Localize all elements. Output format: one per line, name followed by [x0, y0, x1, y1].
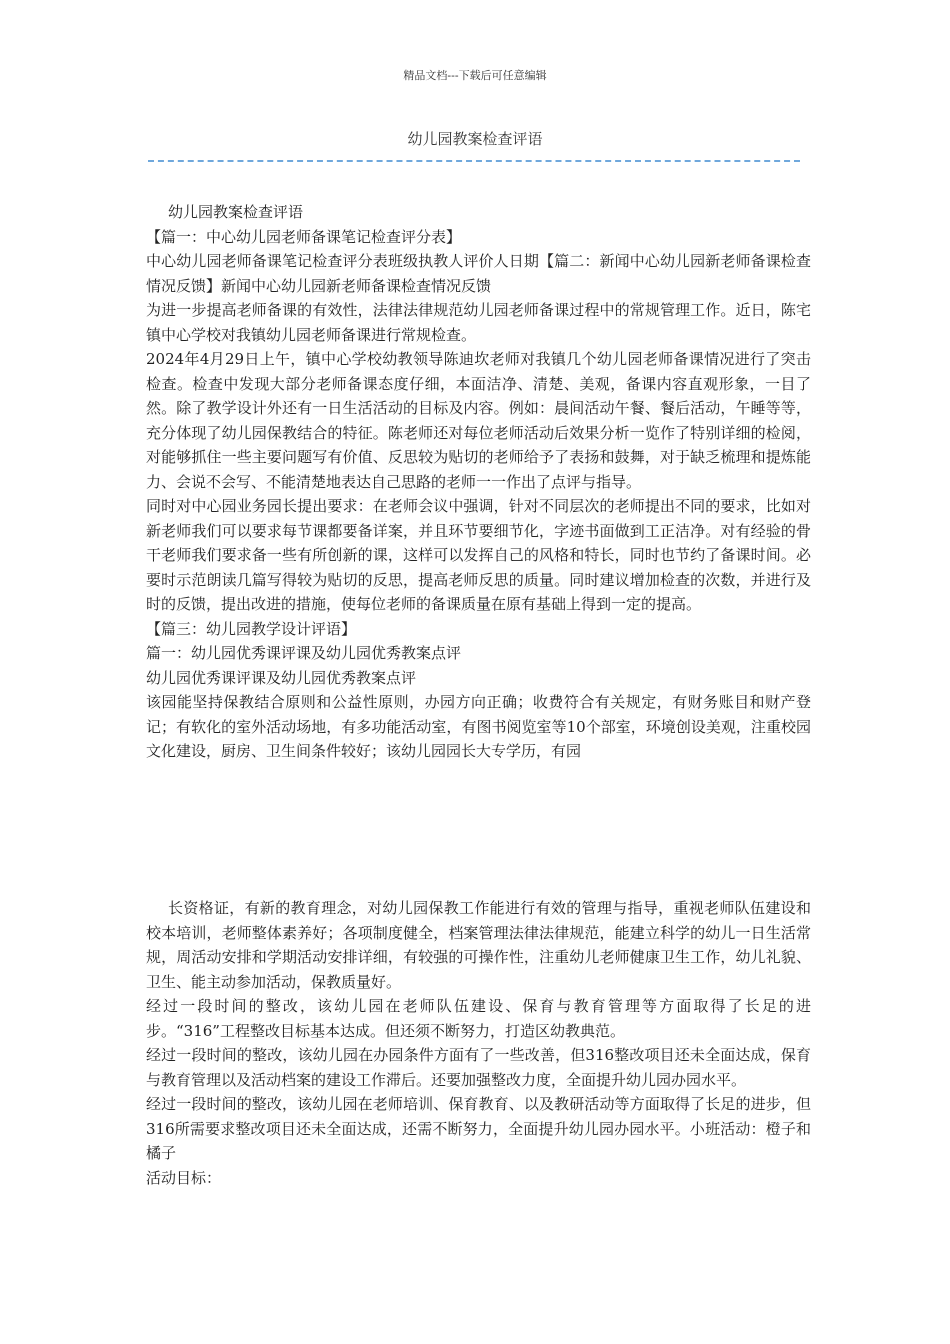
subsection-heading: 篇一：幼儿园优秀课评课及幼儿园优秀教案点评 — [146, 644, 462, 662]
body-paragraph: 经过一段时间的整改，该幼儿园在老师队伍建设、保育与教育管理等方面取得了长足的进步。“316”工程整改目标基本达成。但还须不断努力，打造区幼教典范。 — [146, 997, 811, 1040]
body-paragraph: 经过一段时间的整改，该幼儿园在老师培训、保育教育、以及教研活动等方面取得了长足的进步，但316所需要求整改项目还未全面达成，还需不断努力，全面提升幼儿园办园水平。小班活动：橙子和橘子 — [146, 1095, 811, 1162]
subsection-title: 幼儿园优秀课评课及幼儿园优秀教案点评 — [146, 668, 417, 687]
activity-goal-label: 活动目标： — [146, 1168, 222, 1187]
body-paragraph: 同时对中心园业务园长提出要求：在老师会议中强调，针对不同层次的老师提出不同的要求，比如对新老师我们可以要求每节课都要备详案，并且环节要细节化，字迹书面做到工正洁净。对有经验的骨干老师我们要求备一些有所创新的课，这样可以发挥自己的风格和特长，同时也节约了备课时间。必要时示范朗读几篇写得较为贴切的反思，提高老师反思的质量。同时建议增加检查的次数，并进行及时的反馈，提出改进的措施，使每位老师的备课质量在原有基础上得到一定的提高。 — [146, 497, 811, 613]
section-heading-1: 【篇一：中心幼儿园老师备课笔记检查评分表】 — [146, 227, 462, 246]
document-body-page1 — [146, 200, 811, 764]
body-heading: 幼儿园教案检查评语 — [168, 203, 304, 221]
body-paragraph: 该园能坚持保教结合原则和公益性原则，办园方向正确；收费符合有关规定，有财务账目和财产登记；有软化的室外活动场地，有多功能活动室，有图书阅览室等10个部室，环境创设美观，注重校园文化建设，厨房、卫生间条件较好；该幼儿园园长大专学历，有园 — [146, 693, 811, 760]
page-header-note: 精品文档---下载后可任意编辑 — [403, 69, 547, 82]
document-title: 幼儿园教案检查评语 — [407, 130, 543, 148]
body-paragraph: 中心幼儿园老师备课笔记检查评分表班级执教人评价人日期【篇二：新闻中心幼儿园新老师备课检查情况反馈】新闻中心幼儿园新老师备课检查情况反馈 — [146, 252, 811, 295]
body-paragraph: 2024年4月29日上午，镇中心学校幼教领导陈迪坎老师对我镇几个幼儿园老师备课情况进行了突击检查。检查中发现大部分老师备课态度仔细，本面洁净、清楚、美观，备课内容直观形象，一目了然。除了教学设计外还有一日生活活动的目标及内容。例如：晨间活动午餐、餐后活动，午睡等等，充分体现了幼儿园保教结合的特征。陈老师还对每位老师活动后效果分析一览作了特别详细的检阅，对能够抓住一些主要问题写有价值、反思较为贴切的老师给予了表扬和鼓舞，对于缺乏梳理和提炼能力、会说不会写、不能清楚地表达自己思路的老师一一作出了点评与指导。 — [146, 350, 811, 491]
body-paragraph-continued: 长资格证，有新的教育理念，对幼儿园保教工作能进行有效的管理与指导，重视老师队伍建设和校本培训，老师整体素养好；各项制度健全，档案管理法律法律规范，能建立科学的幼儿一日生活常规，周活动安排和学期活动安排详细，有较强的可操作性，注重幼儿老师健康卫生工作，幼儿礼貌、卫生、能主动参加活动，保教质量好。 — [146, 899, 811, 991]
body-paragraph: 经过一段时间的整改，该幼儿园在办园条件方面有了一些改善，但316整改项目还未全面达成，保育与教育管理以及活动档案的建设工作滞后。还要加强整改力度，全面提升幼儿园办园水平。 — [146, 1046, 811, 1089]
document-body-page2 — [146, 896, 811, 1190]
section-heading-3: 【篇三：幼儿园教学设计评语】 — [146, 619, 357, 638]
body-paragraph: 为进一步提高老师备课的有效性，法律法律规范幼儿园老师备课过程中的常规管理工作。近日，陈宅镇中心学校对我镇幼儿园老师备课进行常规检查。 — [146, 301, 811, 344]
title-divider — [148, 160, 800, 162]
